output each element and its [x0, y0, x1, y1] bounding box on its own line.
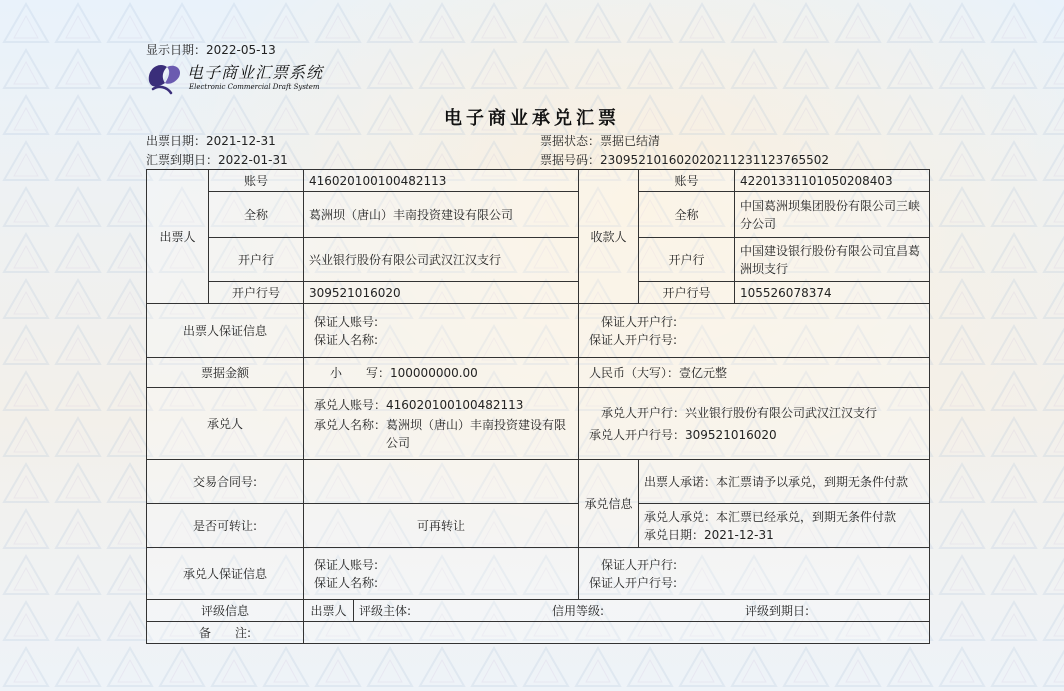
bill-number-label: 票据号码： — [540, 153, 601, 167]
amount-upper-label: 人民币（大写）： — [589, 365, 680, 380]
payee-bank-label: 开户行 — [639, 238, 735, 282]
due-date — [146, 151, 288, 168]
table-row — [147, 504, 930, 548]
remark-label: 备 注: — [147, 622, 304, 644]
acceptor-bank-no-label: 承兑人开户行号： — [589, 427, 686, 442]
rating-due-date-label: 评级到期日: — [744, 603, 809, 618]
payee-name-label: 全称 — [639, 192, 735, 238]
contract-label: 交易合同号: — [147, 460, 304, 504]
accept-date-label: 承兑日期： — [644, 527, 705, 542]
drawer-guarantor-name-label: 保证人名称: — [314, 332, 379, 347]
acceptor-bank-no-value: 309521016020 — [685, 427, 777, 442]
acceptor-left — [304, 388, 579, 460]
acceptor-account-label: 承兑人账号： — [314, 397, 387, 412]
rating-subject-label: 评级主体: — [359, 603, 412, 618]
drawer-guarantor-account-label: 保证人账号: — [314, 314, 379, 329]
amount-lower-label: 小 写： — [330, 365, 391, 380]
payee-account-label: 账号 — [639, 170, 735, 192]
drawer-guarantee-label: 出票人保证信息 — [147, 304, 304, 358]
issue-date-label: 出票日期： — [146, 134, 207, 148]
table-row — [147, 238, 930, 282]
display-date-label: 显示日期： — [146, 43, 207, 57]
payee-section-label: 收款人 — [579, 170, 639, 304]
transferable-value: 可再转让 — [304, 504, 579, 548]
acceptor-bank-value: 兴业银行股份有限公司武汉江汉支行 — [685, 405, 878, 420]
acceptor-commitment-text: 承兑人承兑：本汇票已经承兑，到期无条件付款 — [644, 509, 897, 524]
acceptor-account-value: 416020100100482113 — [386, 397, 524, 412]
drawer-bank-no-value: 309521016020 — [304, 282, 579, 304]
acceptor-right — [579, 388, 930, 460]
acceptor-name-label: 承兑人名称： — [314, 417, 387, 432]
acceptor-guarantor-bank-no-label: 保证人开户行号: — [589, 575, 678, 590]
amount-lower-value: 100000000.00 — [390, 365, 478, 380]
transferable-label: 是否可转让: — [147, 504, 304, 548]
drawer-bank-value: 兴业银行股份有限公司武汉江汉支行 — [304, 238, 579, 282]
butterfly-logo-icon — [145, 59, 185, 97]
payee-bank-value: 中国建设银行股份有限公司宜昌葛洲坝支行 — [735, 238, 930, 282]
logo-english-text: Electronic Commercial Draft System — [189, 83, 320, 91]
bill-number — [540, 151, 829, 168]
payee-bank-no-label: 开户行号 — [639, 282, 735, 304]
drawer-guarantor-bank-label: 保证人开户行: — [601, 314, 678, 329]
due-date-value: 2022-01-31 — [218, 153, 288, 167]
drawer-section-label: 出票人 — [147, 170, 209, 304]
ecds-logo — [145, 59, 345, 99]
document-title: 电子商业承兑汇票 — [444, 108, 620, 129]
drawer-name-value: 葛洲坝（唐山）丰南投资建设有限公司 — [304, 192, 579, 238]
credit-level-label: 信用等级: — [551, 603, 605, 618]
drawer-account-label: 账号 — [209, 170, 304, 192]
acceptor-bank-label: 承兑人开户行： — [601, 405, 686, 420]
rating-label: 评级信息 — [147, 600, 304, 622]
acceptor-guarantor-bank-label: 保证人开户行: — [601, 557, 678, 572]
drawer-name-label: 全称 — [209, 192, 304, 238]
remark-value — [304, 622, 930, 644]
acceptance-info-label: 承兑信息 — [579, 460, 639, 548]
rating-party: 出票人 — [304, 600, 354, 622]
table-row — [147, 622, 930, 644]
drawer-bank-no-label: 开户行号 — [209, 282, 304, 304]
acceptor-guarantee-right — [579, 548, 930, 600]
bill-number-value: 230952101602020211231123765502 — [600, 153, 830, 167]
acceptor-commitment — [639, 504, 930, 548]
table-row — [147, 460, 930, 504]
drawer-account-value: 416020100100482113 — [304, 170, 579, 192]
table-row — [147, 548, 930, 600]
table-row — [147, 192, 930, 238]
due-date-label: 汇票到期日： — [146, 153, 219, 167]
acceptor-name-value: 葛洲坝（唐山）丰南投资建设有限公司 — [386, 417, 567, 450]
contract-value — [304, 460, 579, 504]
acceptor-guarantor-name-label: 保证人名称: — [314, 575, 379, 590]
acceptor-guarantee-left — [304, 548, 579, 600]
table-row — [147, 600, 930, 622]
amount-lower — [304, 358, 579, 388]
drawer-bank-label: 开户行 — [209, 238, 304, 282]
bill-status — [540, 132, 660, 149]
display-date-value: 2022-05-13 — [206, 43, 276, 57]
drawer-guarantee-right — [579, 304, 930, 358]
amount-label: 票据金额 — [147, 358, 304, 388]
table-row — [147, 388, 930, 460]
payee-name-value: 中国葛洲坝集团股份有限公司三峡分公司 — [735, 192, 930, 238]
rating-details — [354, 600, 930, 622]
drawer-promise: 出票人承诺：本汇票请予以承兑，到期无条件付款 — [639, 460, 930, 504]
display-date — [146, 41, 276, 58]
issue-date — [146, 132, 276, 149]
bill-table — [146, 169, 930, 644]
drawer-guarantee-left — [304, 304, 579, 358]
table-row — [147, 358, 930, 388]
bill-status-value: 票据已结清 — [600, 134, 661, 148]
payee-bank-no-value: 105526078374 — [735, 282, 930, 304]
table-row — [147, 170, 930, 192]
acceptor-guarantor-account-label: 保证人账号: — [314, 557, 379, 572]
logo-chinese-text: 电子商业汇票系统 — [187, 63, 324, 82]
table-row — [147, 304, 930, 358]
amount-upper-value: 壹亿元整 — [679, 365, 728, 380]
issue-date-value: 2021-12-31 — [206, 134, 276, 148]
drawer-guarantor-bank-no-label: 保证人开户行号: — [589, 332, 678, 347]
acceptor-label: 承兑人 — [147, 388, 304, 460]
amount-upper — [579, 358, 930, 388]
acceptor-guarantee-label: 承兑人保证信息 — [147, 548, 304, 600]
bill-status-label: 票据状态： — [540, 134, 601, 148]
payee-account-value: 42201331101050208403 — [735, 170, 930, 192]
accept-date-value: 2021-12-31 — [704, 527, 774, 542]
table-row — [147, 282, 930, 304]
